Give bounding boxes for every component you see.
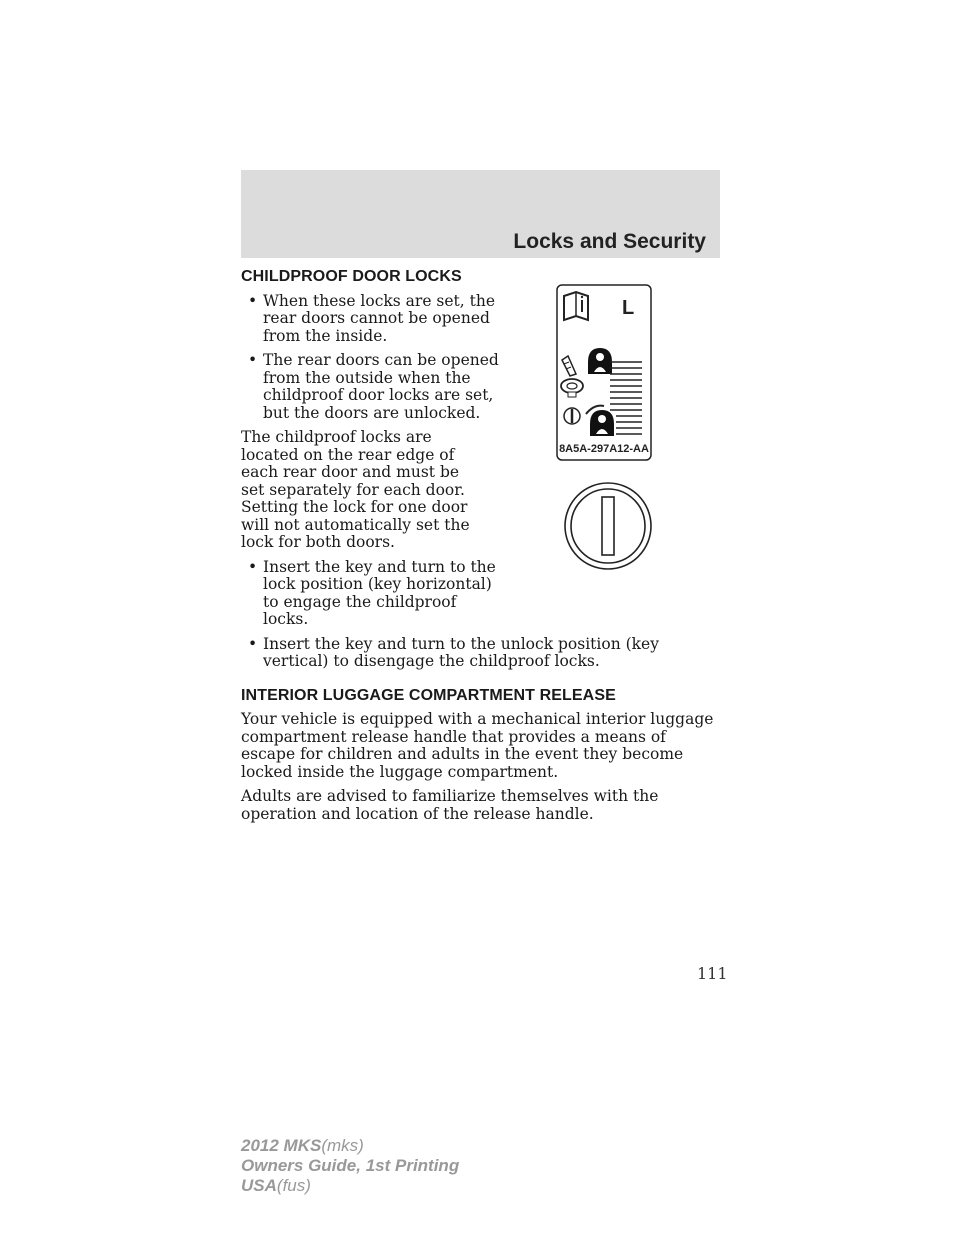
footer-model-code: (mks)	[321, 1136, 364, 1155]
bullet-item	[241, 293, 503, 346]
bullet-text: The rear doors can be opened from the outside when the childproof door locks are set, but the doors are unlocked.	[263, 351, 499, 422]
footer-line-model	[241, 1136, 459, 1156]
footer-market: USA	[241, 1176, 277, 1195]
bullet-text: Insert the key and turn to the lock position (key horizontal) to engage the childproof locks.	[263, 557, 496, 628]
bullet-dot-icon: •	[248, 557, 258, 576]
footer-line-printing: Owners Guide, 1st Printing	[241, 1156, 460, 1175]
lock-cylinder-icon	[564, 408, 580, 424]
section-heading-luggage-release: INTERIOR LUGGAGE COMPARTMENT RELEASE	[241, 686, 616, 704]
bullet-dot-icon: •	[248, 291, 258, 310]
footer-market-code: (fus)	[276, 1176, 311, 1195]
chapter-header	[241, 170, 720, 258]
footer-model: 2012 MKS	[241, 1136, 322, 1155]
childproof-location-paragraph: The childproof locks are located on the rear edge of each rear door and must be set separately for each door. Setting the lock for one door will not automatically set the lock for both doors.	[241, 428, 470, 551]
footer-line-market	[241, 1176, 459, 1196]
bullet-item	[241, 559, 503, 629]
bullet-dot-icon: •	[248, 634, 258, 653]
luggage-release-paragraph: Adults are advised to familiarize themselves with the operation and location of the release handle.	[241, 787, 659, 823]
section-heading-childproof: CHILDPROOF DOOR LOCKS	[241, 268, 462, 285]
bullet-text: Insert the key and turn to the unlock position (key vertical) to disengage the childproof locks.	[263, 634, 659, 670]
page-number: 111	[697, 964, 728, 983]
child-lock-engaged-icon	[588, 348, 612, 374]
side-letter: L	[622, 297, 635, 319]
print-footer	[241, 1136, 459, 1196]
door-lock-cylinder-figure	[563, 481, 653, 571]
chapter-title: Locks and Security	[513, 230, 706, 253]
bullet-item	[241, 352, 503, 422]
luggage-release-paragraph: Your vehicle is equipped with a mechanical interior luggage compartment release handle that provides a means of escape for children and adults in the event they become locked inside the luggage compartment.	[241, 710, 714, 781]
bullet-dot-icon: •	[248, 351, 258, 369]
label-part-number: 8A5A-297A12-AA	[559, 443, 649, 455]
bullet-item	[241, 636, 683, 671]
childproof-lock-label-figure	[556, 284, 652, 461]
bullet-text: When these locks are set, the rear doors cannot be opened from the inside.	[263, 291, 496, 345]
